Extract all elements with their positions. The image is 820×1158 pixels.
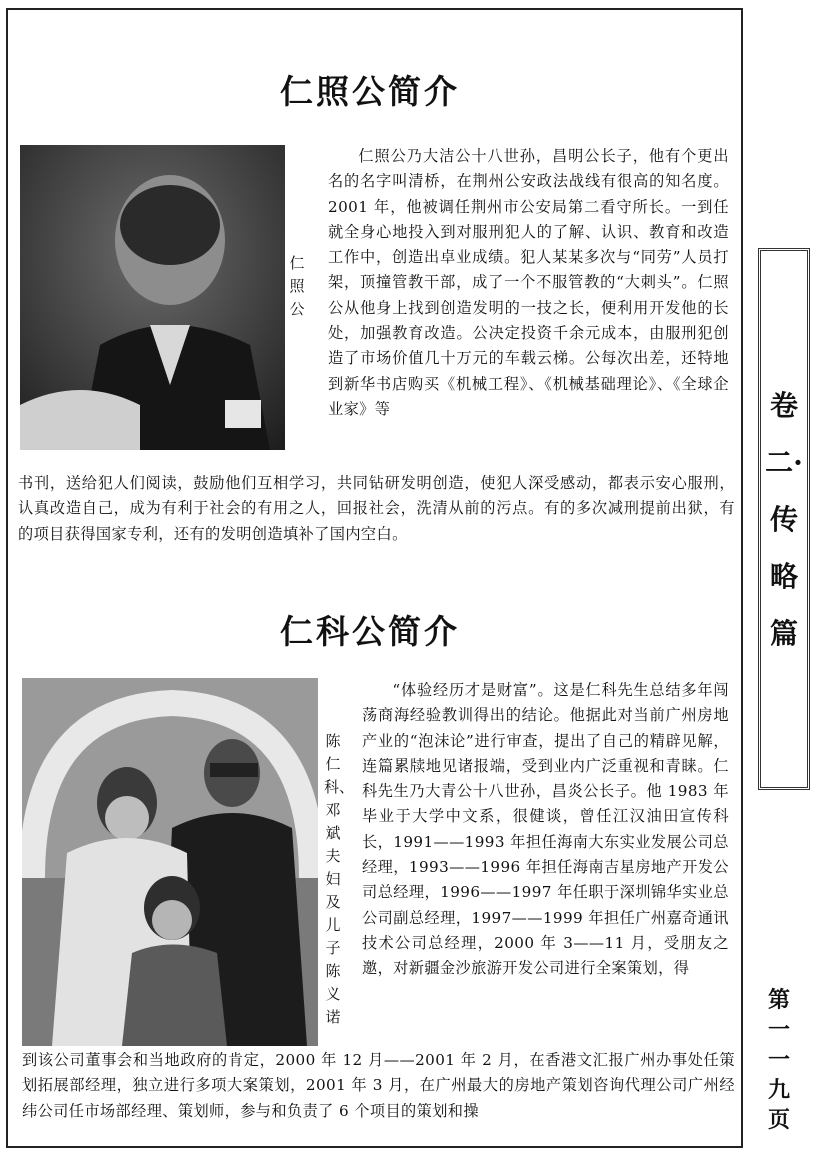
family-portrait-image (22, 678, 318, 1046)
section1-paragraph-wrap: 仁照公乃大洁公十八世孙，昌明公长子，他有个更出名的名字叫清桥，在荆州公安政法战线有很高的知名度。2001 年，他被调任荆州市公安局第二看守所长。一到任就全身心地投入到对服刑犯人的了解、认识、教育和改造工作中，创造出卓业成绩。犯人某某多次与“同劳”人员打架，顶撞管教干部，成了一个不服管教的“大刺头”。仁照公从他身上找到创造发明的一技之长，便利用开发他的长处，加强教育改造。公决定投资千余元成本，由服刑犯创造了市场价值几十万元的车载云梯。公每次出差，还特地到新华书店购买《机械工程》、《机械基础理论》、《全球企业家》等 (328, 147, 729, 418)
volume-side-label (758, 248, 810, 790)
section-title-renzhao: 仁照公简介 (280, 72, 460, 111)
page-number: 第一一九页 (767, 987, 790, 1133)
section1-paragraph-full: 书刊，送给犯人们阅读，鼓励他们互相学习，共同钻研发明创造，使犯人深受感动，都表示安心服刑，认真改造自己，成为有利于社会的有用之人，回报社会，洗清从前的污点。有的多次减刑提前出狱，有的项目获得国家专利，还有的发明创造填补了国内空白。 (18, 474, 735, 543)
photo-caption-renzhao: 仁照公 (289, 254, 305, 318)
photo-renzhao (20, 145, 285, 450)
section2-paragraph-wrap: “体验经历才是财富”。这是仁科先生总结多年闯荡商海经验教训得出的结论。他据此对当前广州房地产业的“泡沫论”进行审查，提出了自己的精辟见解，连篇累牍地见诸报端，受到业内广泛重视和青睐。仁科先生乃大青公十八世孙，昌炎公长子。他 1983 年毕业于大学中文系，很健谈，曾任江汉油田宣传科长，1991——1993 年担任海南大东实业发展公司总经理，1993——1996 年担任海南吉星房地产开发公司总经理，1996——1997 年任职于深圳锦华实业总公司副总经理，1997——1999 年担任广州嘉奇通讯技术公司总经理，2000 年 3——11 月，受朋友之邀，对新疆金沙旅游开发公司进行全案策划，得 (362, 681, 729, 978)
photo-renke-family (22, 678, 318, 1046)
photo-caption-renke: 陈仁科、邓斌夫妇及儿子陈义诺 (324, 732, 355, 1026)
volume-label-text: 卷二·传略篇 (765, 388, 803, 650)
section2-paragraph-full: 到该公司董事会和当地政府的肯定，2000 年 12 月——2001 年 2 月，在香港文汇报广州办事处任策划拓展部经理，独立进行多项大案策划，2001 年 3 月，在广州最大的房地产策划咨询代理公司广州经纬公司任市场部经理、策划师，参与和负责了 6 个项目的策划和操 (22, 1051, 735, 1120)
portrait-image (20, 145, 285, 450)
section-title-renke: 仁科公简介 (280, 612, 460, 651)
